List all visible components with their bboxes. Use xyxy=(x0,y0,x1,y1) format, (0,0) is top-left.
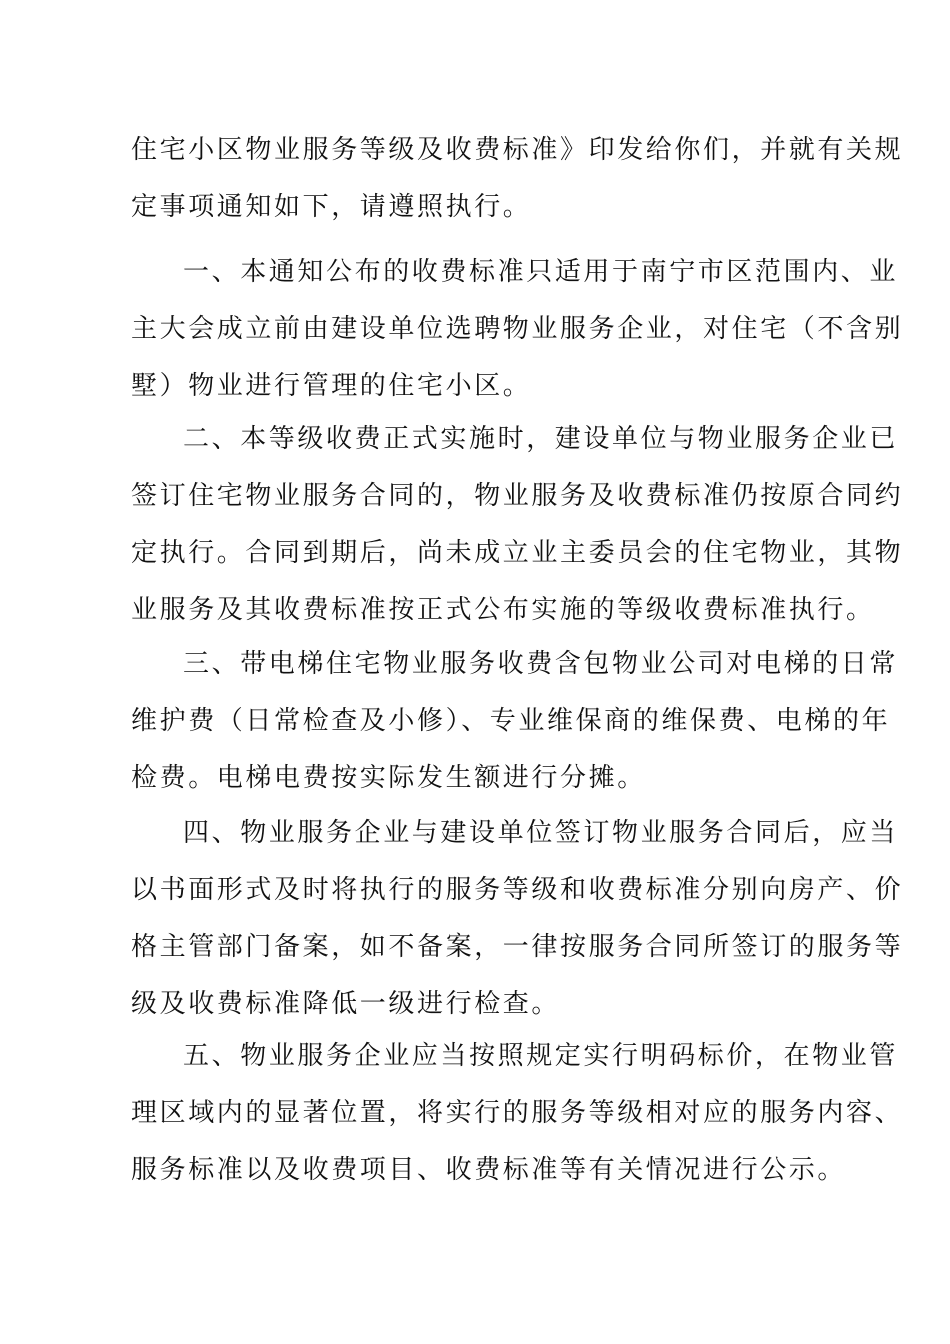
paragraph-line: 四、物业服务企业与建设单位签订物业服务合同后，应当 xyxy=(183,818,899,848)
paragraph-line: 二、本等级收费正式实施时，建设单位与物业服务企业已 xyxy=(183,424,899,454)
paragraph-line: 服务标准以及收费项目、收费标准等有关情况进行公示。 xyxy=(131,1155,847,1185)
paragraph-line: 住宅小区物业服务等级及收费标准》印发给你们，并就有关规 xyxy=(131,135,904,165)
paragraph-2 xyxy=(131,411,904,639)
paragraph-line: 理区域内的显著位置，将实行的服务等级相对应的服务内容、 xyxy=(131,1098,904,1128)
paragraph-5 xyxy=(131,1028,904,1199)
paragraph-line: 三、带电梯住宅物业服务收费含包物业公司对电梯的日常 xyxy=(183,649,899,679)
paragraph-4 xyxy=(131,805,904,1033)
paragraph-line: 定执行。合同到期后，尚未成立业主委员会的住宅物业，其物 xyxy=(131,538,904,568)
paragraph-line: 主大会成立前由建设单位选聘物业服务企业，对住宅（不含别 xyxy=(131,314,904,344)
paragraph-line: 格主管部门备案，如不备案，一律按服务合同所签订的服务等 xyxy=(131,932,904,962)
paragraph-line: 检费。电梯电费按实际发生额进行分摊。 xyxy=(131,763,646,793)
paragraph-line: 级及收费标准降低一级进行检查。 xyxy=(131,989,561,1019)
paragraph-line: 一、本通知公布的收费标准只适用于南宁市区范围内、业 xyxy=(183,257,899,287)
paragraph-line: 墅）物业进行管理的住宅小区。 xyxy=(131,371,532,401)
paragraph-1 xyxy=(131,244,904,415)
paragraph-line: 维护费（日常检查及小修）、专业维保商的维保费、电梯的年 xyxy=(131,706,891,736)
paragraph-line: 五、物业服务企业应当按照规定实行明码标价，在物业管 xyxy=(183,1041,899,1071)
paragraph-line: 定事项通知如下，请遵照执行。 xyxy=(131,192,532,222)
paragraph-3 xyxy=(131,636,899,807)
paragraph-line: 签订住宅物业服务合同的，物业服务及收费标准仍按原合同约 xyxy=(131,481,904,511)
intro-paragraph xyxy=(131,122,904,236)
paragraph-line: 业服务及其收费标准按正式公布实施的等级收费标准执行。 xyxy=(131,595,875,625)
paragraph-line: 以书面形式及时将执行的服务等级和收费标准分别向房产、价 xyxy=(131,875,904,905)
